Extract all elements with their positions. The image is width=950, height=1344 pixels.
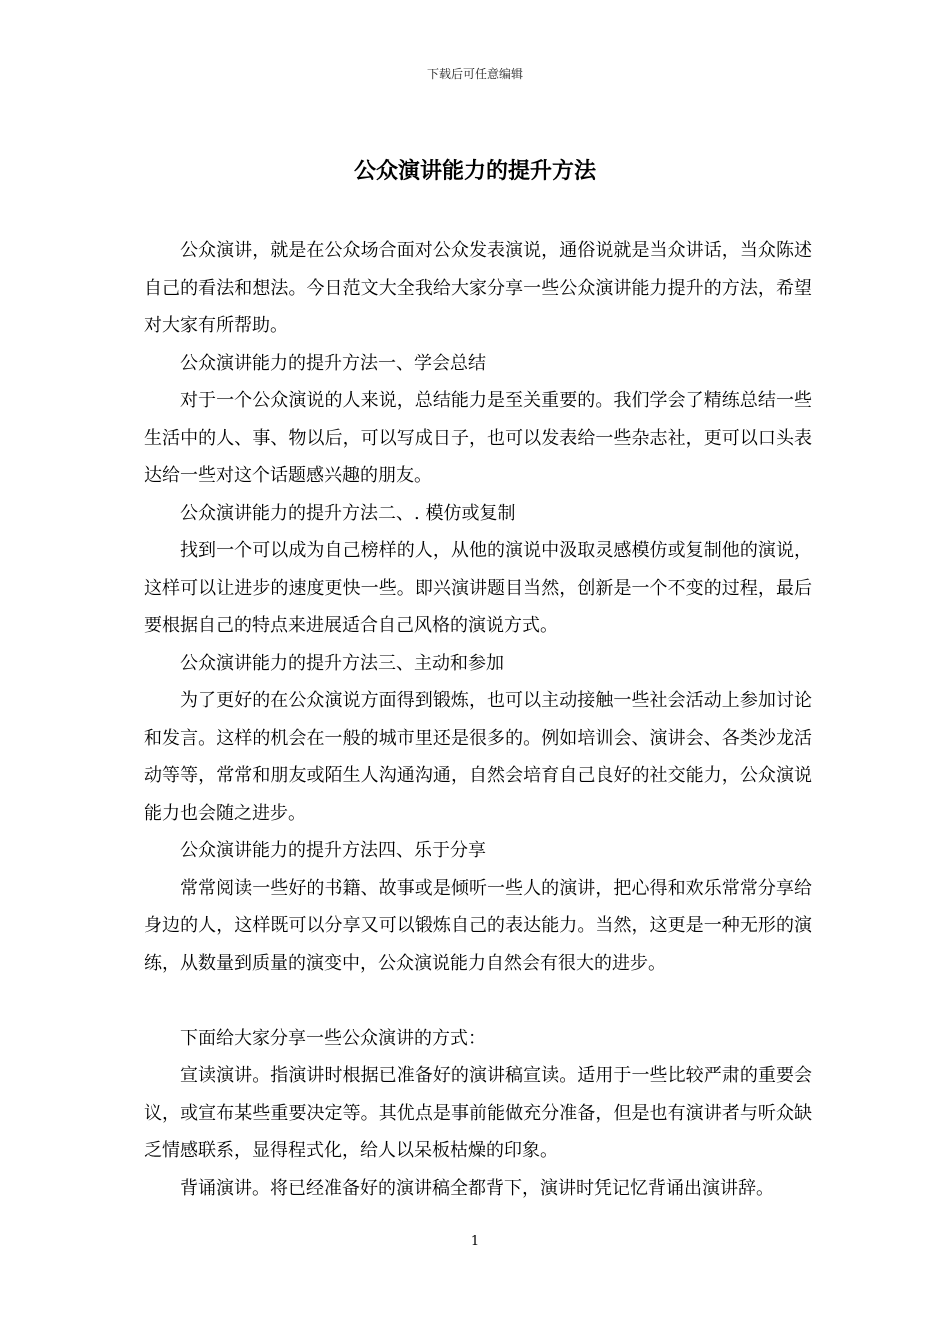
section-heading-1: 公众演讲能力的提升方法一、学会总结	[180, 352, 486, 374]
method-paragraph-2: 背诵演讲。将已经准备好的演讲稿全都背下，演讲时凭记忆背诵出演讲辞。	[180, 1177, 774, 1199]
section-paragraph-3: 为了更好的在公众演说方面得到锻炼，也可以主动接触一些社会活动上参加讨论和发言。这样的机会在一般的城市里还是很多的。例如培训会、演讲会、各类沙龙活动等等，常常和朋友或陌生人沟通沟通，自然会培育自己良好的社交能力，公众演说能力也会随之进步。	[144, 690, 812, 824]
methods-intro: 下面给大家分享一些公众演讲的方式：	[180, 1027, 486, 1049]
section-paragraph-4: 常常阅读一些好的书籍、故事或是倾听一些人的演讲，把心得和欢乐常常分享给身边的人，这样既可以分享又可以锻炼自己的表达能力。当然，这更是一种无形的演练，从数量到质量的演变中，公众演说能力自然会有很大的进步。	[144, 877, 812, 974]
section-heading-3: 公众演讲能力的提升方法三、主动和参加	[180, 652, 504, 674]
section-heading-2: 公众演讲能力的提升方法二、. 模仿或复制	[180, 502, 516, 524]
document-body	[144, 232, 812, 1207]
intro-paragraph: 公众演讲，就是在公众场合面对公众发表演说，通俗说就是当众讲话，当众陈述自己的看法和想法。今日范文大全我给大家分享一些公众演讲能力提升的方法，希望对大家有所帮助。	[144, 240, 812, 336]
section-heading-4: 公众演讲能力的提升方法四、乐于分享	[180, 840, 486, 861]
page-number: 1	[470, 1234, 480, 1249]
page-header: 下载后可任意编辑	[426, 67, 523, 81]
method-paragraph-1: 宣读演讲。指演讲时根据已准备好的演讲稿宣读。适用于一些比较严肃的重要会议，或宣布某些重要决定等。其优点是事前能做充分准备，但是也有演讲者与听众缺乏情感联系，显得程式化，给人以呆板枯燥的印象。	[144, 1065, 812, 1161]
section-paragraph-1: 对于一个公众演说的人来说，总结能力是至关重要的。我们学会了精练总结一些生活中的人、事、物以后，可以写成日子，也可以发表给一些杂志社，更可以口头表达给一些对这个话题感兴趣的朋友。	[144, 390, 812, 486]
document-title: 公众演讲能力的提升方法	[353, 158, 596, 184]
section-paragraph-2: 找到一个可以成为自己榜样的人，从他的演说中汲取灵感模仿或复制他的演说，这样可以让进步的速度更快一些。即兴演讲题目当然，创新是一个不变的过程，最后要根据自己的特点来进展适合自己风格的演说方式。	[144, 540, 812, 636]
